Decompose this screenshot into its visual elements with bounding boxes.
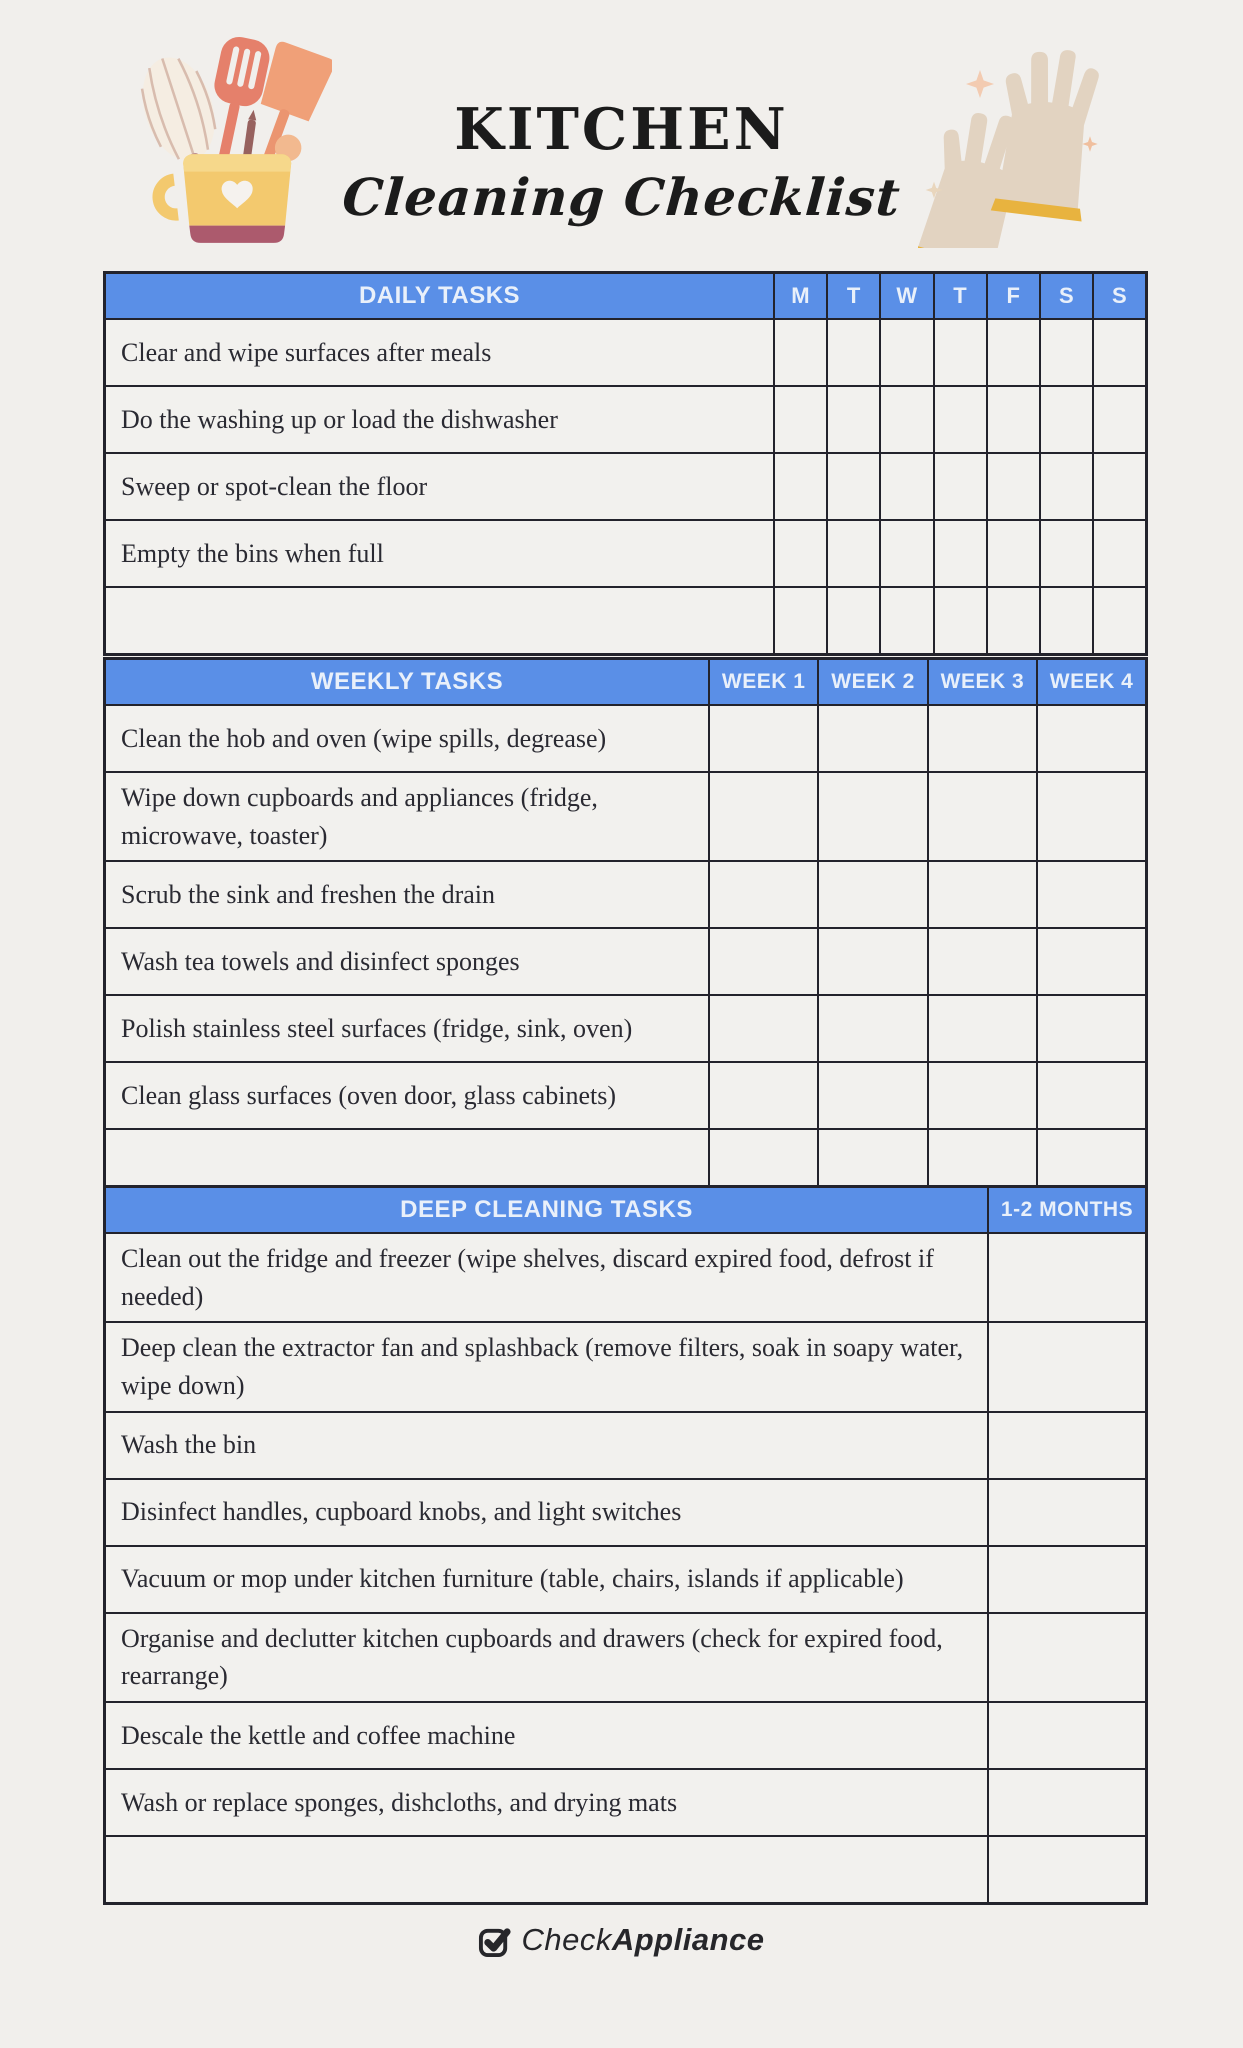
check-cell[interactable]: [928, 1062, 1037, 1129]
check-cell[interactable]: [987, 453, 1040, 520]
check-cell[interactable]: [1037, 995, 1146, 1062]
column-header: T: [934, 273, 987, 320]
check-cell[interactable]: [988, 1412, 1147, 1479]
check-cell[interactable]: [1093, 453, 1146, 520]
task-row: [105, 1479, 1147, 1546]
task-row: [105, 1233, 1147, 1322]
daily-tasks-table: [103, 271, 1148, 656]
check-cell[interactable]: [1040, 319, 1093, 386]
task-row: [105, 520, 1147, 587]
check-cell[interactable]: [709, 705, 818, 772]
task-row: [105, 705, 1147, 772]
task-label: Wash or replace sponges, dishcloths, and drying mats: [105, 1769, 989, 1836]
task-label: Wash the bin: [105, 1412, 989, 1479]
brand-name-light: Check: [521, 1922, 612, 1957]
task-row: [105, 1836, 1147, 1904]
check-cell[interactable]: [1040, 453, 1093, 520]
task-label: Disinfect handles, cupboard knobs, and light switches: [105, 1479, 989, 1546]
check-cell[interactable]: [709, 861, 818, 928]
task-row: [105, 587, 1147, 655]
deep-table-title: DEEP CLEANING TASKS: [105, 1187, 989, 1234]
column-header: F: [987, 273, 1040, 320]
check-cell[interactable]: [988, 1233, 1147, 1322]
task-row: [105, 861, 1147, 928]
check-cell[interactable]: [1037, 705, 1146, 772]
check-cell[interactable]: [818, 995, 927, 1062]
deep-header-row: [105, 1187, 1147, 1234]
check-cell[interactable]: [1040, 587, 1093, 655]
check-cell[interactable]: [709, 995, 818, 1062]
check-cell[interactable]: [827, 453, 880, 520]
check-cell[interactable]: [934, 520, 987, 587]
task-label: Descale the kettle and coffee machine: [105, 1702, 989, 1769]
check-cell[interactable]: [1093, 587, 1146, 655]
brand-name-bold: Appliance: [611, 1922, 765, 1957]
check-cell[interactable]: [987, 386, 1040, 453]
check-cell[interactable]: [987, 520, 1040, 587]
weekly-tasks-table: [103, 657, 1148, 1198]
check-cell[interactable]: [1037, 861, 1146, 928]
check-cell[interactable]: [709, 928, 818, 995]
task-row: [105, 1613, 1147, 1702]
task-row: [105, 453, 1147, 520]
task-label: Deep clean the extractor fan and splashback (remove filters, soak in soapy water, wipe down): [105, 1322, 989, 1411]
check-cell[interactable]: [818, 928, 927, 995]
check-cell[interactable]: [934, 587, 987, 655]
weekly-header-row: [105, 659, 1147, 706]
task-row: [105, 319, 1147, 386]
check-cell[interactable]: [1040, 520, 1093, 587]
check-cell[interactable]: [988, 1702, 1147, 1769]
check-cell[interactable]: [1037, 1062, 1146, 1129]
task-label: Scrub the sink and freshen the drain: [105, 861, 710, 928]
brand-name: [521, 1922, 764, 1958]
task-label: Organise and declutter kitchen cupboards and drawers (check for expired food, rearrange): [105, 1613, 989, 1702]
task-label: Do the washing up or load the dishwasher: [105, 386, 775, 453]
column-header: WEEK 1: [709, 659, 818, 706]
check-cell[interactable]: [709, 772, 818, 861]
check-cell[interactable]: [988, 1322, 1147, 1411]
check-cell[interactable]: [987, 319, 1040, 386]
check-cell[interactable]: [880, 453, 933, 520]
check-cell[interactable]: [1040, 386, 1093, 453]
task-row: [105, 1546, 1147, 1613]
task-label: Empty the bins when full: [105, 520, 775, 587]
weekly-table-title: WEEKLY TASKS: [105, 659, 710, 706]
check-cell[interactable]: [988, 1613, 1147, 1702]
daily-table-title: DAILY TASKS: [105, 273, 775, 320]
task-label: Sweep or spot-clean the floor: [105, 453, 775, 520]
task-label: Clean glass surfaces (oven door, glass cabinets): [105, 1062, 710, 1129]
check-cell[interactable]: [774, 520, 827, 587]
page-subtitle: Cleaning Checklist: [340, 168, 903, 228]
check-cell[interactable]: [988, 1479, 1147, 1546]
checkbox-check-icon: [478, 1923, 513, 1958]
check-cell[interactable]: [880, 319, 933, 386]
task-label: Wipe down cupboards and appliances (fridge, microwave, toaster): [105, 772, 710, 861]
task-row: [105, 1062, 1147, 1129]
column-header: M: [774, 273, 827, 320]
column-header: WEEK 4: [1037, 659, 1146, 706]
check-cell[interactable]: [1093, 386, 1146, 453]
task-row: [105, 1769, 1147, 1836]
page-title: KITCHEN: [454, 96, 789, 163]
column-header: WEEK 3: [928, 659, 1037, 706]
column-header: WEEK 2: [818, 659, 927, 706]
column-header: S: [1093, 273, 1146, 320]
check-cell[interactable]: [709, 1062, 818, 1129]
task-label: [105, 587, 775, 655]
check-cell[interactable]: [928, 705, 1037, 772]
deep-cleaning-tasks-table: [103, 1185, 1148, 1905]
check-cell[interactable]: [818, 861, 927, 928]
check-cell[interactable]: [880, 386, 933, 453]
check-cell[interactable]: [928, 928, 1037, 995]
column-header: 1-2 MONTHS: [988, 1187, 1147, 1234]
task-row: [105, 1702, 1147, 1769]
task-label: Clean out the fridge and freezer (wipe shelves, discard expired food, defrost if needed): [105, 1233, 989, 1322]
check-cell[interactable]: [827, 587, 880, 655]
check-cell[interactable]: [827, 386, 880, 453]
task-label: Wash tea towels and disinfect sponges: [105, 928, 710, 995]
task-row: [105, 995, 1147, 1062]
rubber-gloves-graphic: [918, 48, 1103, 248]
check-cell[interactable]: [818, 772, 927, 861]
task-label: [105, 1836, 989, 1904]
daily-header-row: [105, 273, 1147, 320]
task-label: Clean the hob and oven (wipe spills, degrease): [105, 705, 710, 772]
check-cell[interactable]: [934, 319, 987, 386]
task-row: [105, 1412, 1147, 1479]
check-cell[interactable]: [934, 453, 987, 520]
check-cell[interactable]: [774, 386, 827, 453]
check-cell[interactable]: [988, 1836, 1147, 1904]
check-cell[interactable]: [928, 995, 1037, 1062]
footer-brand: [0, 1922, 1243, 1958]
check-cell[interactable]: [827, 319, 880, 386]
check-cell[interactable]: [827, 520, 880, 587]
task-label: Clear and wipe surfaces after meals: [105, 319, 775, 386]
check-cell[interactable]: [880, 587, 933, 655]
check-cell[interactable]: [928, 861, 1037, 928]
check-cell[interactable]: [1093, 319, 1146, 386]
check-cell[interactable]: [988, 1546, 1147, 1613]
check-cell[interactable]: [818, 1062, 927, 1129]
check-cell[interactable]: [1037, 928, 1146, 995]
column-header: W: [880, 273, 933, 320]
check-cell[interactable]: [928, 772, 1037, 861]
check-cell[interactable]: [774, 319, 827, 386]
task-label: Vacuum or mop under kitchen furniture (table, chairs, islands if applicable): [105, 1546, 989, 1613]
check-cell[interactable]: [1037, 772, 1146, 861]
task-row: [105, 772, 1147, 861]
rubber-gloves-illustration: [918, 48, 1103, 248]
check-cell[interactable]: [774, 587, 827, 655]
task-row: [105, 386, 1147, 453]
check-cell[interactable]: [1093, 520, 1146, 587]
check-cell[interactable]: [988, 1769, 1147, 1836]
check-cell[interactable]: [818, 705, 927, 772]
check-cell[interactable]: [934, 386, 987, 453]
check-cell[interactable]: [880, 520, 933, 587]
check-cell[interactable]: [987, 587, 1040, 655]
column-header: T: [827, 273, 880, 320]
check-cell[interactable]: [774, 453, 827, 520]
task-row: [105, 928, 1147, 995]
task-label: Polish stainless steel surfaces (fridge, sink, oven): [105, 995, 710, 1062]
column-header: S: [1040, 273, 1093, 320]
task-row: [105, 1322, 1147, 1411]
